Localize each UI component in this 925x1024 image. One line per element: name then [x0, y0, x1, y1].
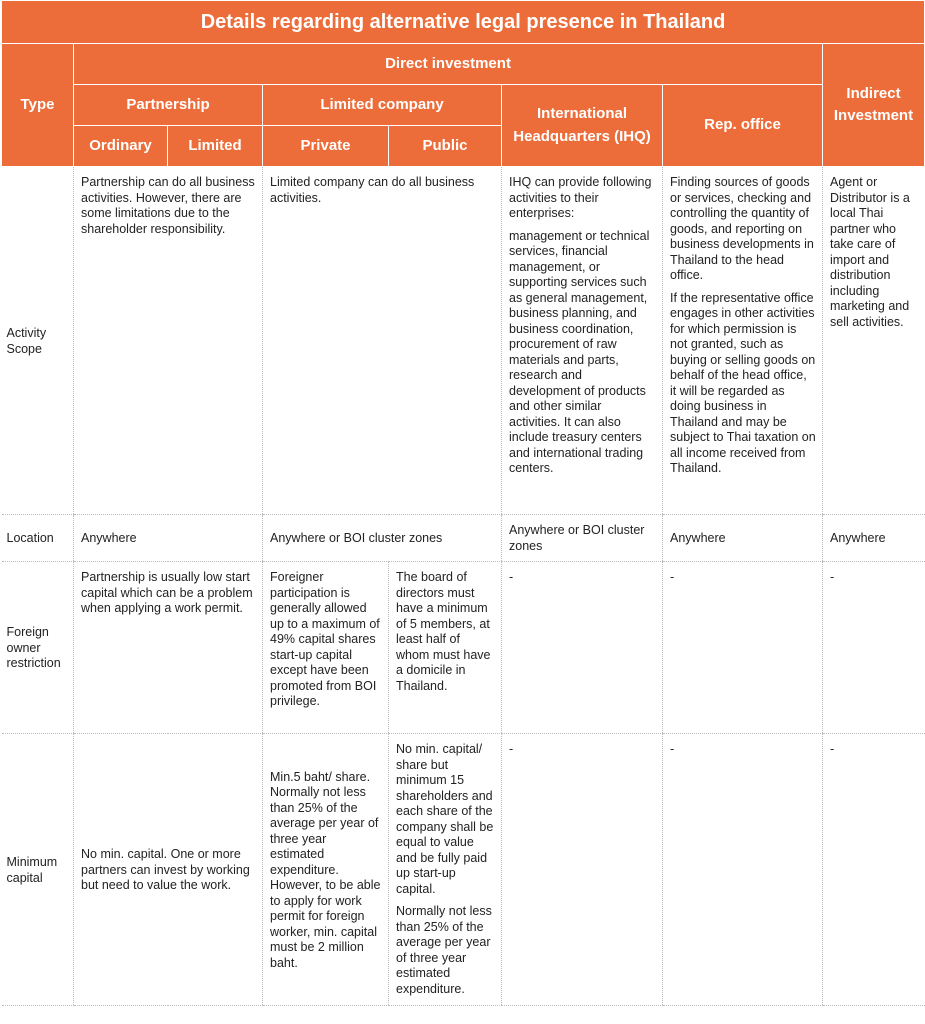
cell-capital-public-p2: Normally not less than 25% of the average per year of three year estimated expenditure. [396, 904, 492, 996]
row-label-activity-scope: Activity Scope [2, 167, 74, 515]
cell-foreign-public: The board of directors must have a minimum of 5 members, at least half of whom must have a domicile in Thailand. [389, 562, 502, 734]
header-public: Public [389, 126, 502, 167]
cell-capital-partnership: No min. capital. One or more partners can invest by working but need to value the work. [74, 734, 263, 1006]
cell-foreign-partnership: Partnership is usually low start capital which can be a problem when applying a work permit. [74, 562, 263, 734]
cell-foreign-private: Foreigner participation is generally allowed up to a maximum of 49% capital shares start-up capital except have been promoted from BOI privilege. [263, 562, 389, 734]
cell-capital-public [389, 734, 502, 1006]
cell-activity-indirect: Agent or Distributor is a local Thai partner who take care of import and distribution including marketing and sell activities. [823, 167, 925, 515]
cell-capital-ihq: - [502, 734, 663, 1006]
cell-activity-rep-office [663, 167, 823, 515]
cell-foreign-indirect: - [823, 562, 925, 734]
cell-capital-private: Min.5 baht/ share. Normally not less than 25% of the average per year of three year estimated expenditure. However, to be able to apply for work permit for foreign worker, min. capital must be 2 million baht. [263, 734, 389, 1006]
cell-location-limited-company: Anywhere or BOI cluster zones [263, 515, 502, 562]
header-ordinary: Ordinary [74, 126, 168, 167]
table-row-location [2, 515, 925, 562]
legal-presence-table [1, 0, 925, 1006]
cell-location-partnership: Anywhere [74, 515, 263, 562]
cell-activity-ihq-detail: management or technical services, financial management, or supporting services such as general management, business planning, and business coordination, procurement of raw materials and parts, research and development of products and other similar activities. It can also include treasury centers and international trading centers. [509, 228, 650, 475]
table-row-activity-scope [2, 167, 925, 515]
cell-activity-partnership: Partnership can do all business activities. However, there are some limitations due to the shareholder responsibility. [74, 167, 263, 515]
table-row-minimum-capital [2, 734, 925, 1006]
cell-foreign-ihq: - [502, 562, 663, 734]
table-title: Details regarding alternative legal presence in Thailand [2, 1, 925, 44]
cell-activity-rep-office-p1: Finding sources of goods or services, checking and controlling the quantity of goods, and reporting on business developments in Thailand to the head office. [670, 175, 814, 282]
cell-location-ihq: Anywhere or BOI cluster zones [502, 515, 663, 562]
cell-activity-limited-company: Limited company can do all business activities. [263, 167, 502, 515]
row-label-location: Location [2, 515, 74, 562]
header-rep-office: Rep. office [663, 85, 823, 167]
cell-foreign-rep-office: - [663, 562, 823, 734]
header-private: Private [263, 126, 389, 167]
header-limited-company: Limited company [263, 85, 502, 126]
table-row-foreign-owner-restriction [2, 562, 925, 734]
cell-capital-public-p1: No min. capital/ share but minimum 15 shareholders and each share of the company shall be equal to value and be fully paid up start-up capital. [396, 742, 494, 896]
cell-location-rep-office: Anywhere [663, 515, 823, 562]
cell-activity-ihq-intro: IHQ can provide following activities to their enterprises: [509, 175, 652, 220]
cell-activity-ihq [502, 167, 663, 515]
cell-capital-indirect: - [823, 734, 925, 1006]
header-indirect-investment: Indirect Investment [823, 44, 925, 167]
cell-location-indirect: Anywhere [823, 515, 925, 562]
legal-presence-table-container [1, 0, 924, 1010]
cell-capital-rep-office: - [663, 734, 823, 1006]
header-direct-investment: Direct investment [74, 44, 823, 85]
header-limited: Limited [168, 126, 263, 167]
header-type: Type [2, 44, 74, 167]
cell-activity-rep-office-p2: If the representative office engages in other activities for which permission is not granted, such as buying or selling goods on behalf of the head office, it will be regarded as doing business in Thailand and may be subject to Thai taxation on all income received from Thailand. [670, 290, 816, 475]
header-partnership: Partnership [74, 85, 263, 126]
header-ihq: International Headquarters (IHQ) [502, 85, 663, 167]
row-label-foreign-owner-restriction: Foreign owner restriction [2, 562, 74, 734]
row-label-minimum-capital: Minimum capital [2, 734, 74, 1006]
